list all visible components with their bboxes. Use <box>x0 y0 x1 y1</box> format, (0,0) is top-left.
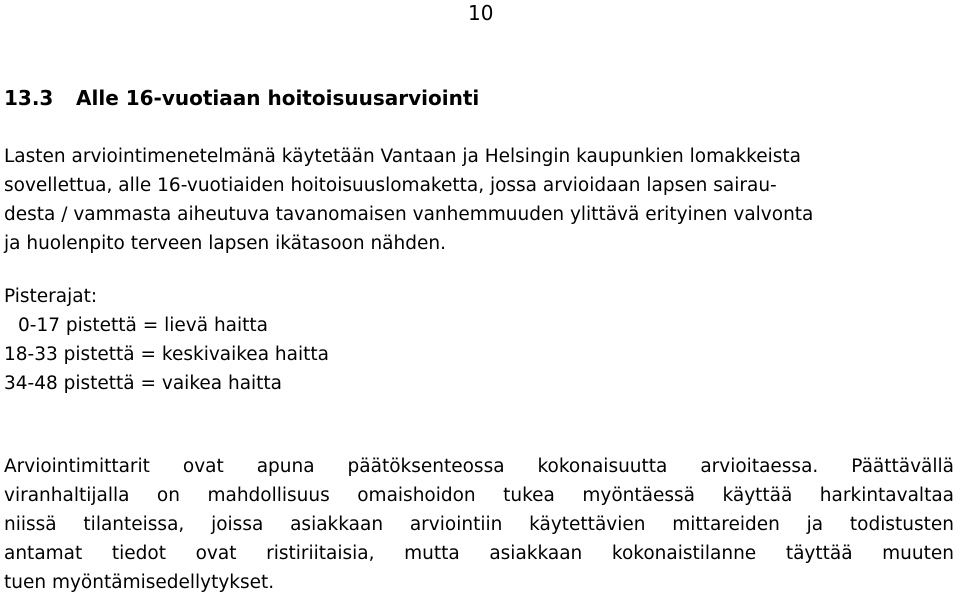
closing-line: tuen myöntämisedellytykset. <box>4 572 275 593</box>
section-heading <box>4 84 479 112</box>
intro-paragraph <box>4 142 813 258</box>
score-limit-item: 18-33 pistettä = keskivaikea haitta <box>4 344 329 365</box>
intro-line: sovellettua, alle 16-vuotiaiden hoitoisuuslomaketta, jossa arvioidaan lapsen sairau- <box>4 175 777 196</box>
score-limits <box>4 282 329 398</box>
score-limits-label: Pisterajat: <box>4 286 98 307</box>
intro-line: desta / vammasta aiheutuva tavanomaisen vanhemmuuden ylittävä erityinen valvonta <box>4 204 814 225</box>
score-limit-item: 0-17 pistettä = lievä haitta <box>18 315 269 336</box>
intro-line: Lasten arviointimenetelmänä käytetään Vantaan ja Helsingin kaupunkien lomakkeista <box>4 146 801 167</box>
score-limit-item: 34-48 pistettä = vaikea haitta <box>4 373 283 394</box>
page-number: 10 <box>468 1 494 25</box>
closing-line: Arviointimittarit ovat apuna päätöksenteossa kokonaisuutta arvioitaessa. Päättävällä <box>4 456 954 477</box>
closing-line: antamat tiedot ovat ristiriitaisia, mutta asiakkaan kokonaistilanne täyttää muuten <box>4 543 954 564</box>
intro-line: ja huolenpito terveen lapsen ikätasoon nähden. <box>4 233 446 254</box>
section-number: 13.3 <box>4 86 54 110</box>
closing-paragraph <box>4 452 954 597</box>
section-title: Alle 16-vuotiaan hoitoisuusarviointi <box>76 86 480 110</box>
closing-line: viranhaltijalla on mahdollisuus omaishoidon tukea myöntäessä käyttää harkintavaltaa <box>4 485 954 506</box>
closing-line: niissä tilanteissa, joissa asiakkaan arviointiin käytettävien mittareiden ja todistusten <box>4 514 954 535</box>
